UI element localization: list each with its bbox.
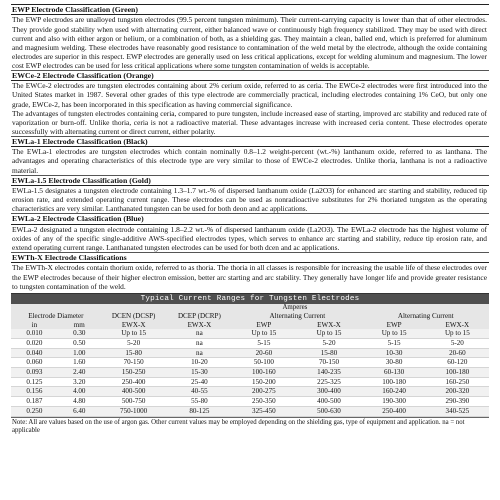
table-cell: 140-235 [295, 368, 362, 378]
table-cell: 20-60 [232, 348, 295, 358]
table-cell: na [167, 329, 233, 338]
paragraph: The EWLa-1 electrodes are tungsten electrodes which contain nominally 0.8–1.2 weight-percent (wt.-%) lanthanum oxide, referred to as lanthana. The advantages and operating characteristics of this electrode type are very similar to those of EWCe-2 electrodes. Unlike thoria, lanthana is not a radioactive material. [12, 147, 487, 175]
table-cell: 50-100 [232, 358, 295, 368]
table-cell: 750-1000 [101, 406, 167, 416]
table-title: Typical Current Ranges for Tungsten Electrodes [11, 294, 489, 305]
table-cell: 2.40 [58, 368, 101, 378]
paragraph: The EWCe-2 electrodes are tungsten electrodes containing about 2% cerium oxide, referred to as ceria. The EWCe-2 electrodes were first introduced into the United States market in 1987. Several other grades of this type electrode are commercially practical, including electrodes containing 1% CeO, but only one grade, EWCe-2, has been incorporated in this specification as having commercial significance. [12, 81, 487, 109]
table-cell: 0.040 [11, 348, 58, 358]
unit-mm: mm [58, 321, 101, 330]
table-row [11, 387, 489, 397]
unit-in: in [11, 321, 58, 330]
table-cell: 100-160 [232, 368, 295, 378]
table-cell: 5-20 [295, 338, 362, 348]
dcen-header: DCEN (DCSP) [101, 312, 167, 321]
current-ranges-table [11, 294, 489, 417]
table-cell: 3.20 [58, 377, 101, 387]
table-row [11, 377, 489, 387]
table-cell: 200-275 [232, 387, 295, 397]
table-cell: 190-300 [363, 397, 426, 407]
table-cell: 400-500 [295, 397, 362, 407]
table-cell: Up to 15 [426, 329, 489, 338]
table-cell: 250-400 [101, 377, 167, 387]
alternating-current-header-1: Alternating Current [232, 312, 362, 321]
table-cell: 55-80 [167, 397, 233, 407]
table-cell: 225-325 [295, 377, 362, 387]
table-cell: 5-15 [363, 338, 426, 348]
section-body-ewla1 [11, 147, 489, 175]
table-cell: 325-450 [232, 406, 295, 416]
table-cell: 160-250 [426, 377, 489, 387]
paragraph: The EWTh-X electrodes contain thorium oxide, referred to as thoria. The thoria in all classes is responsible for increasing the usable life of these electrodes over the EWP electrodes because of their higher electron emission, better arc starting and arc stability. They generally have longer life and provide greater resistance to tungsten contamination of the weld. [12, 263, 487, 291]
col-header: EWX-X [426, 321, 489, 330]
table-cell: 1.60 [58, 358, 101, 368]
table-cell: 0.125 [11, 377, 58, 387]
table-cell: 0.010 [11, 329, 58, 338]
table-cell: 70-150 [295, 358, 362, 368]
table-cell: 0.093 [11, 368, 58, 378]
table-cell: 30-80 [363, 358, 426, 368]
table-cell: 500-630 [295, 406, 362, 416]
paragraph: The EWP electrodes are unalloyed tungsten electrodes (99.5 percent tungsten minimum). Their current-carrying capacity is lower than that of other electrodes. They provide good stability when used with alternating current, either balanced wave or continuously high frequency stabilized. They may be used with direct current and also with either argon or helium, or a combination of both, as a shielding gas. They maintain a clean, balled end, which is preferred for aluminum and magnesium welding. These electrodes have reasonably good resistance to contamination of the weld metal by the electrode, although the oxide containing electrodes are superior in this respect. EWP electrodes are generally used on less critical applications, except for welding aluminum and magnesium. The lower cost EWP electrodes can be used for less critical applications where some tungsten contamination of welds is acceptable. [12, 15, 487, 70]
table-note: Note: All are values based on the use of argon gas. Other current values may be employed depending on the shielding gas, type of equipment and application. na = not applicable [11, 417, 489, 435]
col-header: EWX-X [101, 321, 167, 330]
table-cell: 40-55 [167, 387, 233, 397]
table-cell: 15-80 [101, 348, 167, 358]
table-cell: 0.50 [58, 338, 101, 348]
table-cell: 5-20 [101, 338, 167, 348]
table-cell: 5-15 [232, 338, 295, 348]
table-cell: 250-400 [363, 406, 426, 416]
section-body-ewthx [11, 263, 489, 290]
table-row [11, 338, 489, 348]
table-row [11, 406, 489, 416]
table-cell: 290-390 [426, 397, 489, 407]
table-cell: 0.020 [11, 338, 58, 348]
col-header: EWP [232, 321, 295, 330]
table-cell: 4.80 [58, 397, 101, 407]
table-cell: 0.187 [11, 397, 58, 407]
table-cell: 80-125 [167, 406, 233, 416]
table-cell: 300-400 [295, 387, 362, 397]
col-header: EWP [363, 321, 426, 330]
table-row [11, 348, 489, 358]
paragraph: The advantages of tungsten electrodes containing ceria, compared to pure tungsten, include increased ease of starting, improved arc stability and reduced rate of vaporization or burn-off. Unlike thoria, ceria is not a radioactive material. These advantages increase with increased ceria content. These electrodes operate successfully with alternating current or direct current, either polarity. [12, 108, 487, 136]
table-cell: Up to 15 [232, 329, 295, 338]
section-title-ewla1: EWLa-1 Electrode Classification (Black) [11, 137, 489, 147]
table-cell: 60-120 [426, 358, 489, 368]
table-cell: 70-150 [101, 358, 167, 368]
table-cell: 4.00 [58, 387, 101, 397]
table-cell: 200-320 [426, 387, 489, 397]
alternating-current-header-2: Alternating Current [363, 312, 490, 321]
electrode-diameter-header: Electrode Diameter [11, 312, 101, 321]
table-cell: Up to 15 [363, 329, 426, 338]
table-cell: 0.156 [11, 387, 58, 397]
section-title-ewla2: EWLa-2 Electrode Classification (Blue) [11, 214, 489, 224]
table-cell: 250-350 [232, 397, 295, 407]
col-header: EWX-X [295, 321, 362, 330]
section-title-ewla15: EWLa-1.5 Electrode Classification (Gold) [11, 176, 489, 186]
table-row [11, 397, 489, 407]
section-body-ewp [11, 15, 489, 71]
table-cell: 400-500 [101, 387, 167, 397]
table-cell: 0.30 [58, 329, 101, 338]
section-title-ewce2: EWCe-2 Electrode Classification (Orange) [11, 71, 489, 81]
section-body-ewla15 [11, 186, 489, 214]
paragraph: EWLa-1.5 designates a tungsten electrode containing 1.3–1.7 wt.-% of dispersed lanthanum oxide (La2O3) for enhanced arc starting and stability, reduced tip erosion rate, and extended operating current range. These electrodes can be used as nonradioactive substitutes for 2% thoriated tungsten as the operating characteristics are very similar. Lanthanated tungsten can be used for both deon and ac applications. [12, 186, 487, 214]
table-cell: Up to 15 [101, 329, 167, 338]
table-cell: 0.060 [11, 358, 58, 368]
section-body-ewla2 [11, 225, 489, 253]
table-cell: 60-130 [363, 368, 426, 378]
table-cell: 10-30 [363, 348, 426, 358]
col-header: EWX-X [167, 321, 233, 330]
table-cell: 150-250 [101, 368, 167, 378]
table-cell: 6.40 [58, 406, 101, 416]
section-title-ewthx: EWTh-X Electrode Classifications [11, 253, 489, 263]
section-title-ewp: EWP Electrode Classification (Green) [11, 4, 489, 15]
table-cell: 5-20 [426, 338, 489, 348]
table-cell: 160-240 [363, 387, 426, 397]
table-cell: 15-80 [295, 348, 362, 358]
table-cell: 20-60 [426, 348, 489, 358]
table-cell: 500-750 [101, 397, 167, 407]
table-cell: 340-525 [426, 406, 489, 416]
table-cell: na [167, 338, 233, 348]
table-cell: 0.250 [11, 406, 58, 416]
table-row [11, 368, 489, 378]
table-cell: 100-180 [426, 368, 489, 378]
table-row [11, 329, 489, 338]
table-cell: na [167, 348, 233, 358]
table-cell: 100-180 [363, 377, 426, 387]
table-row [11, 358, 489, 368]
table-cell: 10-20 [167, 358, 233, 368]
current-ranges-table-container [11, 293, 489, 435]
paragraph: EWLa-2 designated a tungsten electrode containing 1.8–2.2 wt.-% of dispersed lanthanum oxide (La2O3). The EWLa-2 electrode has the highest volume of oxides of any of the specific single-additive AWS-specified electrodes types, which serves to enhance arc starting and stability, reduce tip erosion rate, and extend operating current range. Lanthanated tungsten electrodes can be used for both dcen and ac applications. [12, 224, 487, 252]
table-cell: 15-30 [167, 368, 233, 378]
table-cell: 1.00 [58, 348, 101, 358]
amperes-label: Amperes [101, 304, 489, 312]
dcep-header: DCEP (DCRP) [167, 312, 233, 321]
section-body-ewce2 [11, 81, 489, 137]
table-cell: 25-40 [167, 377, 233, 387]
table-cell: 150-200 [232, 377, 295, 387]
table-cell: Up to 15 [295, 329, 362, 338]
